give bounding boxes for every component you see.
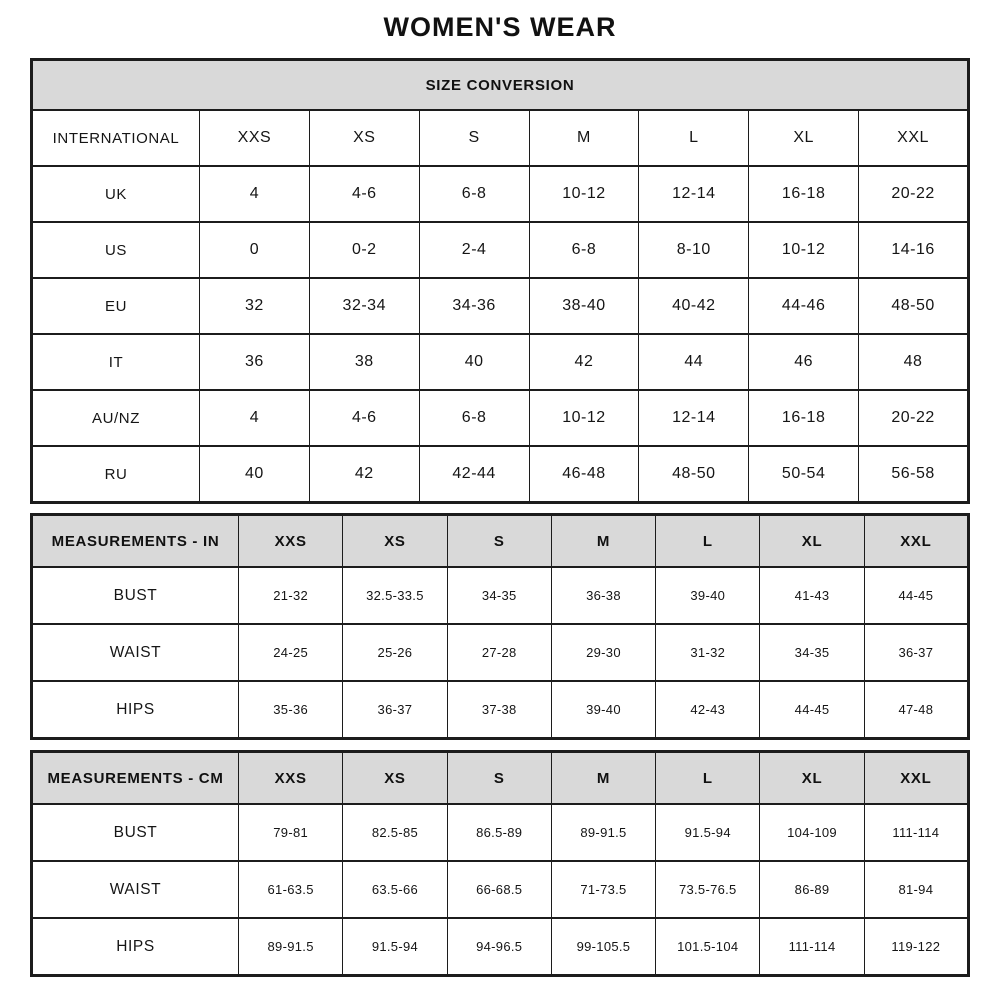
table-title: MEASUREMENTS - CM (32, 752, 239, 805)
cell-value: 42-43 (656, 681, 760, 739)
cell-value: 29-30 (551, 624, 655, 681)
cell-value: 42 (529, 334, 639, 390)
table-row (32, 334, 969, 390)
size-header-cell: XL (760, 752, 864, 805)
cell-value: 63.5-66 (343, 861, 447, 918)
table-row (32, 390, 969, 446)
cell-value: 89-91.5 (239, 918, 343, 976)
cell-value: 42-44 (419, 446, 529, 503)
measurements-cm-table (30, 750, 970, 977)
cell-value: 79-81 (239, 804, 343, 861)
size-conversion-table (30, 58, 970, 504)
measurements-in-table (30, 513, 970, 740)
table-header-row (32, 752, 969, 805)
table-row (32, 918, 969, 976)
row-label: BUST (32, 804, 239, 861)
cell-value: 6-8 (419, 390, 529, 446)
table-row (32, 681, 969, 739)
row-label: US (32, 222, 200, 278)
table-row (32, 222, 969, 278)
cell-value: 38 (309, 334, 419, 390)
size-header-cell: S (447, 515, 551, 568)
cell-value: 36-37 (864, 624, 968, 681)
cell-value: M (529, 110, 639, 166)
cell-value: 12-14 (639, 390, 749, 446)
cell-value: 73.5-76.5 (656, 861, 760, 918)
row-label: UK (32, 166, 200, 222)
cell-value: 27-28 (447, 624, 551, 681)
cell-value: 111-114 (864, 804, 968, 861)
size-header-cell: L (656, 752, 760, 805)
table-row (32, 166, 969, 222)
cell-value: 111-114 (760, 918, 864, 976)
cell-value: 10-12 (529, 390, 639, 446)
cell-value: 40 (200, 446, 310, 503)
cell-value: XXS (200, 110, 310, 166)
row-label: INTERNATIONAL (32, 110, 200, 166)
cell-value: S (419, 110, 529, 166)
cell-value: 36 (200, 334, 310, 390)
size-header-cell: XXL (864, 752, 968, 805)
cell-value: 25-26 (343, 624, 447, 681)
cell-value: 21-32 (239, 567, 343, 624)
row-label: IT (32, 334, 200, 390)
cell-value: 37-38 (447, 681, 551, 739)
cell-value: 36-38 (551, 567, 655, 624)
table-row (32, 446, 969, 503)
cell-value: 0-2 (309, 222, 419, 278)
measurements-in-body (32, 567, 969, 739)
cell-value: 91.5-94 (343, 918, 447, 976)
row-label: HIPS (32, 681, 239, 739)
measurements-cm-body (32, 804, 969, 976)
cell-value: 39-40 (551, 681, 655, 739)
cell-value: 8-10 (639, 222, 749, 278)
cell-value: 32 (200, 278, 310, 334)
cell-value: 86.5-89 (447, 804, 551, 861)
cell-value: 31-32 (656, 624, 760, 681)
table-gap (30, 740, 970, 750)
table-row (32, 861, 969, 918)
size-header-cell: XXS (239, 752, 343, 805)
cell-value: 94-96.5 (447, 918, 551, 976)
table-row (32, 804, 969, 861)
cell-value: 44 (639, 334, 749, 390)
cell-value: 86-89 (760, 861, 864, 918)
cell-value: XXL (859, 110, 969, 166)
cell-value: 16-18 (749, 390, 859, 446)
cell-value: 81-94 (864, 861, 968, 918)
cell-value: 50-54 (749, 446, 859, 503)
cell-value: 40 (419, 334, 529, 390)
cell-value: 66-68.5 (447, 861, 551, 918)
cell-value: 71-73.5 (551, 861, 655, 918)
table-title-row (32, 60, 969, 111)
cell-value: 10-12 (529, 166, 639, 222)
cell-value: 20-22 (859, 390, 969, 446)
cell-value: 38-40 (529, 278, 639, 334)
cell-value: 12-14 (639, 166, 749, 222)
cell-value: 6-8 (529, 222, 639, 278)
size-header-cell: L (656, 515, 760, 568)
cell-value: 104-109 (760, 804, 864, 861)
row-label: WAIST (32, 861, 239, 918)
cell-value: 2-4 (419, 222, 529, 278)
cell-value: 20-22 (859, 166, 969, 222)
cell-value: 44-45 (760, 681, 864, 739)
cell-value: 61-63.5 (239, 861, 343, 918)
size-conversion-body (32, 110, 969, 503)
cell-value: 39-40 (656, 567, 760, 624)
cell-value: 42 (309, 446, 419, 503)
cell-value: 34-35 (447, 567, 551, 624)
table-title: MEASUREMENTS - IN (32, 515, 239, 568)
size-header-cell: XL (760, 515, 864, 568)
size-header-cell: XS (343, 752, 447, 805)
cell-value: 40-42 (639, 278, 749, 334)
cell-value: 35-36 (239, 681, 343, 739)
cell-value: 101.5-104 (656, 918, 760, 976)
cell-value: 99-105.5 (551, 918, 655, 976)
cell-value: 4-6 (309, 166, 419, 222)
table-title: SIZE CONVERSION (32, 60, 969, 111)
cell-value: 32-34 (309, 278, 419, 334)
table-row (32, 110, 969, 166)
cell-value: 0 (200, 222, 310, 278)
cell-value: 32.5-33.5 (343, 567, 447, 624)
cell-value: 89-91.5 (551, 804, 655, 861)
cell-value: XL (749, 110, 859, 166)
size-header-cell: S (447, 752, 551, 805)
cell-value: 16-18 (749, 166, 859, 222)
cell-value: XS (309, 110, 419, 166)
page-title: WOMEN'S WEAR (383, 12, 617, 42)
cell-value: 47-48 (864, 681, 968, 739)
table-header-row (32, 515, 969, 568)
cell-value: 34-36 (419, 278, 529, 334)
cell-value: 48 (859, 334, 969, 390)
cell-value: 34-35 (760, 624, 864, 681)
cell-value: 91.5-94 (656, 804, 760, 861)
table-row (32, 278, 969, 334)
cell-value: 24-25 (239, 624, 343, 681)
row-label: AU/NZ (32, 390, 200, 446)
cell-value: 4-6 (309, 390, 419, 446)
size-header-cell: XXL (864, 515, 968, 568)
cell-value: 6-8 (419, 166, 529, 222)
cell-value: 41-43 (760, 567, 864, 624)
row-label: RU (32, 446, 200, 503)
cell-value: 36-37 (343, 681, 447, 739)
row-label: EU (32, 278, 200, 334)
cell-value: 44-45 (864, 567, 968, 624)
cell-value: 82.5-85 (343, 804, 447, 861)
size-header-cell: M (551, 752, 655, 805)
cell-value: 46 (749, 334, 859, 390)
cell-value: 119-122 (864, 918, 968, 976)
cell-value: 4 (200, 166, 310, 222)
cell-value: 4 (200, 390, 310, 446)
cell-value: L (639, 110, 749, 166)
cell-value: 48-50 (859, 278, 969, 334)
size-header-cell: XXS (239, 515, 343, 568)
cell-value: 44-46 (749, 278, 859, 334)
table-row (32, 567, 969, 624)
table-row (32, 624, 969, 681)
row-label: HIPS (32, 918, 239, 976)
cell-value: 10-12 (749, 222, 859, 278)
cell-value: 14-16 (859, 222, 969, 278)
size-header-cell: M (551, 515, 655, 568)
row-label: BUST (32, 567, 239, 624)
size-header-cell: XS (343, 515, 447, 568)
cell-value: 56-58 (859, 446, 969, 503)
cell-value: 48-50 (639, 446, 749, 503)
row-label: WAIST (32, 624, 239, 681)
cell-value: 46-48 (529, 446, 639, 503)
